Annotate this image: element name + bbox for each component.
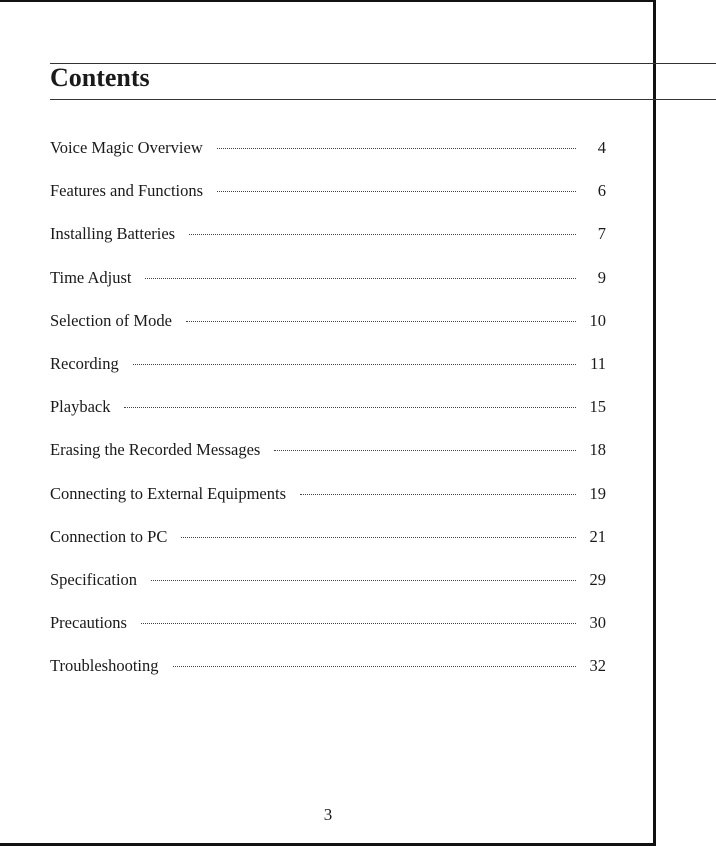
toc-entry-time-adjust[interactable] [50, 264, 606, 307]
toc-entry-label: Connecting to External Equipments [50, 483, 286, 503]
toc-entry-page: 30 [589, 613, 606, 633]
toc-entry-recording[interactable] [50, 350, 606, 393]
toc-dot-leader [186, 307, 576, 322]
toc-entry-page: 32 [589, 656, 606, 676]
toc-entry-page: 7 [597, 224, 606, 244]
toc-entry-label: Voice Magic Overview [50, 138, 203, 157]
toc-entry-installing-batteries[interactable] [50, 220, 606, 263]
toc-entry-connecting-external-equipments[interactable] [50, 480, 606, 523]
toc-entry-label: Precautions [50, 613, 127, 633]
toc-entry-page: 15 [589, 397, 606, 417]
toc-dot-leader [124, 393, 576, 408]
toc-entry-selection-of-mode[interactable] [50, 307, 606, 350]
toc-entry-specification[interactable] [50, 566, 606, 609]
page-title: Contents [50, 63, 150, 92]
toc-entry-page: 29 [589, 569, 606, 589]
toc-dot-leader [189, 220, 576, 235]
title-rule-bottom [50, 99, 716, 100]
toc-entry-page: 18 [589, 440, 606, 460]
toc-dot-leader [217, 134, 576, 149]
toc-entry-erasing-recorded-messages[interactable] [50, 436, 606, 479]
title-rule-top [50, 63, 716, 64]
toc-dot-leader [145, 264, 576, 279]
table-of-contents [50, 134, 606, 695]
toc-entry-label: Features and Functions [50, 181, 204, 201]
toc-entry-label: Specification [50, 569, 138, 589]
toc-entry-label: Erasing the Recorded Messages [50, 440, 261, 460]
toc-dot-leader [274, 436, 576, 451]
toc-entry-label: Selection of Mode [50, 310, 172, 330]
toc-entry-voice-magic-overview[interactable] [50, 134, 606, 177]
toc-dot-leader [300, 480, 576, 495]
toc-entry-playback[interactable] [50, 393, 606, 436]
page-number: 3 [323, 805, 333, 824]
toc-entry-label: Playback [50, 397, 111, 417]
toc-entry-page: 21 [589, 526, 606, 546]
toc-entry-label: Installing Batteries [50, 224, 176, 244]
toc-entry-label: Troubleshooting [50, 656, 159, 676]
toc-entry-label: Recording [50, 353, 119, 373]
toc-dot-leader [151, 566, 576, 581]
toc-dot-leader [173, 652, 577, 667]
toc-entry-troubleshooting[interactable] [50, 652, 606, 695]
toc-dot-leader [133, 350, 576, 365]
toc-dot-leader [181, 523, 576, 538]
toc-entry-page: 9 [597, 267, 606, 287]
toc-entry-label: Connection to PC [50, 526, 168, 546]
toc-entry-page: 19 [589, 483, 606, 503]
toc-entry-page: 6 [597, 181, 606, 201]
toc-entry-label: Time Adjust [50, 267, 132, 287]
toc-dot-leader [217, 177, 576, 192]
toc-entry-features-and-functions[interactable] [50, 177, 606, 220]
toc-entry-precautions[interactable] [50, 609, 606, 652]
toc-entry-page: 10 [589, 310, 606, 330]
toc-entry-page: 11 [590, 353, 606, 373]
toc-entry-connection-to-pc[interactable] [50, 523, 606, 566]
toc-dot-leader [141, 609, 576, 624]
toc-entry-page: 4 [597, 138, 606, 157]
